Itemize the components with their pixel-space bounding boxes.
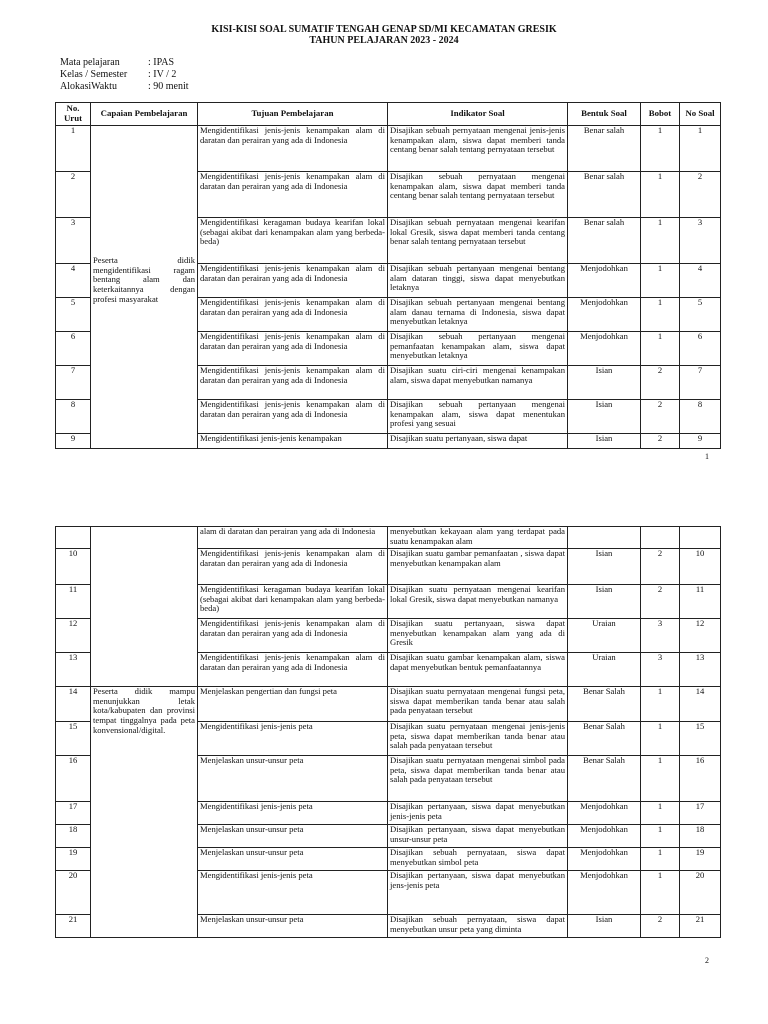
- bentuk-soal-cell: Isian: [568, 585, 641, 619]
- document-meta: [60, 57, 189, 93]
- indikator-soal-cell: Disajikan pertanyaan, siswa dapat menyebutkan jenis-jenis peta: [388, 802, 568, 825]
- tujuan-pembelajaran-cell: Mengidentifikasi jenis-jenis kenampakan alam di daratan dan perairan yang ada di Indonesia: [198, 126, 388, 172]
- bentuk-soal-cell: Benar salah: [568, 218, 641, 264]
- bobot-cell: 1: [641, 722, 680, 756]
- bentuk-soal-cell: Menjodohkan: [568, 871, 641, 915]
- row-number: 17: [56, 802, 91, 825]
- document-subtitle: TAHUN PELAJARAN 2023 - 2024: [309, 35, 459, 46]
- bobot-cell: 1: [641, 848, 680, 871]
- table-row: [56, 687, 721, 722]
- indikator-soal-cell: Disajikan pertanyaan, siswa dapat menyebutkan unsur-unsur peta: [388, 825, 568, 848]
- nomor-soal-cell: 10: [680, 549, 721, 585]
- indikator-soal-cell: Disajikan sebuah pertanyaan mengenai bentang alam danau ternama di Indonesia, siswa dapat menyebutkan letaknya: [388, 298, 568, 332]
- tujuan-pembelajaran-cell: Mengidentifikasi jenis-jenis kenampakan alam di daratan dan perairan yang ada di Indonesia: [198, 400, 388, 434]
- bentuk-soal-cell: Menjodohkan: [568, 298, 641, 332]
- kisi-kisi-table-page-2: [55, 526, 721, 938]
- tujuan-pembelajaran-cell: Mengidentifikasi jenis-jenis kenampakan alam di daratan dan perairan yang ada di Indonesia: [198, 332, 388, 366]
- bentuk-soal-cell: Isian: [568, 400, 641, 434]
- indikator-soal-cell: Disajikan suatu gambar kenampakan alam, siswa dapat menyebutkan bentuk pemanfaatannya: [388, 653, 568, 687]
- bobot-cell: 2: [641, 366, 680, 400]
- bobot-cell: 1: [641, 825, 680, 848]
- bentuk-soal-cell: Benar Salah: [568, 722, 641, 756]
- row-number: 18: [56, 825, 91, 848]
- bentuk-soal-cell: Isian: [568, 434, 641, 449]
- bobot-cell: 3: [641, 653, 680, 687]
- empty-cell: [568, 527, 641, 549]
- meta-row-class: [60, 69, 189, 81]
- indikator-soal-cell: Disajikan sebuah pernyataan, siswa dapat menyebutkan unsur peta yang diminta: [388, 915, 568, 938]
- row-number: 3: [56, 218, 91, 264]
- tujuan-pembelajaran-cell: Mengidentifikasi keragaman budaya kearifan lokal (sebagai akibat dari kenampakan alam yang berbeda-beda): [198, 585, 388, 619]
- indikator-soal-cell: Disajikan sebuah pernyataan mengenai kearifan lokal Gresik, siswa dapat memberi tanda centang benar salah tentang pernyataan tersebut: [388, 218, 568, 264]
- row-number: 20: [56, 871, 91, 915]
- row-number: 12: [56, 619, 91, 653]
- indikator-soal-cell: Disajikan suatu pernyataan mengenai kearifan lokal Gresik, siswa dapat menyebutkan namanya: [388, 585, 568, 619]
- indikator-soal-cell: Disajikan suatu pernyataan mengenai fungsi peta, siswa dapat memberikan tanda benar atau salah pada penyataan tersebut: [388, 687, 568, 722]
- tujuan-pembelajaran-cell: Menjelaskan pengertian dan fungsi peta: [198, 687, 388, 722]
- bentuk-soal-cell: Benar salah: [568, 126, 641, 172]
- indikator-soal-cell: menyebutkan kekayaan alam yang terdapat pada suatu kenampakan alam: [388, 527, 568, 549]
- bentuk-soal-cell: Benar Salah: [568, 756, 641, 802]
- meta-label: Mata pelajaran: [60, 57, 120, 68]
- bobot-cell: 1: [641, 802, 680, 825]
- nomor-soal-cell: 9: [680, 434, 721, 449]
- bentuk-soal-cell: Benar Salah: [568, 687, 641, 722]
- tujuan-pembelajaran-cell: Mengidentifikasi jenis-jenis kenampakan alam di daratan dan perairan yang ada di Indonesia: [198, 619, 388, 653]
- tujuan-pembelajaran-cell: Menjelaskan unsur-unsur peta: [198, 825, 388, 848]
- nomor-soal-cell: 8: [680, 400, 721, 434]
- nomor-soal-cell: 16: [680, 756, 721, 802]
- indikator-soal-cell: Disajikan suatu pertanyaan, siswa dapat menyebutkan kenampakan alam yang ada di Gresik: [388, 619, 568, 653]
- bentuk-soal-cell: Benar salah: [568, 172, 641, 218]
- tujuan-pembelajaran-cell: Mengidentifikasi jenis-jenis peta: [198, 871, 388, 915]
- empty-cell: [56, 527, 91, 549]
- bobot-cell: 3: [641, 619, 680, 653]
- tujuan-pembelajaran-cell: Mengidentifikasi jenis-jenis peta: [198, 802, 388, 825]
- row-number: 16: [56, 756, 91, 802]
- bobot-cell: 1: [641, 218, 680, 264]
- row-number: 2: [56, 172, 91, 218]
- column-header: No Soal: [680, 103, 721, 126]
- meta-row-subject: [60, 57, 189, 69]
- indikator-soal-cell: Disajikan suatu pertanyaan, siswa dapat: [388, 434, 568, 449]
- nomor-soal-cell: 5: [680, 298, 721, 332]
- table-row: [56, 126, 721, 172]
- tujuan-pembelajaran-cell: Mengidentifikasi jenis-jenis kenampakan alam di daratan dan perairan yang ada di Indonesia: [198, 653, 388, 687]
- page-number: 1: [705, 452, 709, 461]
- bentuk-soal-cell: Uraian: [568, 619, 641, 653]
- indikator-soal-cell: Disajikan suatu ciri-ciri mengenai kenampakan alam, siswa dapat menyebutkan namanya: [388, 366, 568, 400]
- indikator-soal-cell: Disajikan sebuah pertanyaan mengenai kenampakan alam, siswa dapat menentukan profesi yang sesuai: [388, 400, 568, 434]
- tujuan-pembelajaran-cell: Menjelaskan unsur-unsur peta: [198, 756, 388, 802]
- bobot-cell: 1: [641, 298, 680, 332]
- column-header: Indikator Soal: [388, 103, 568, 126]
- tujuan-pembelajaran-cell: Menjelaskan unsur-unsur peta: [198, 915, 388, 938]
- table-row-continued: [56, 527, 721, 549]
- tujuan-pembelajaran-cell: Mengidentifikasi jenis-jenis kenampakan alam di daratan dan perairan yang ada di Indonesia: [198, 172, 388, 218]
- empty-cell: [680, 527, 721, 549]
- tujuan-pembelajaran-cell: Mengidentifikasi jenis-jenis kenampakan: [198, 434, 388, 449]
- nomor-soal-cell: 1: [680, 126, 721, 172]
- row-number: 14: [56, 687, 91, 722]
- bobot-cell: 1: [641, 264, 680, 298]
- nomor-soal-cell: 14: [680, 687, 721, 722]
- row-number: 13: [56, 653, 91, 687]
- nomor-soal-cell: 18: [680, 825, 721, 848]
- meta-row-time: [60, 81, 189, 93]
- column-header: No. Urut: [56, 103, 91, 126]
- tujuan-pembelajaran-cell: alam di daratan dan perairan yang ada di Indonesia: [198, 527, 388, 549]
- tujuan-pembelajaran-cell: Mengidentifikasi jenis-jenis kenampakan alam di daratan dan perairan yang ada di Indonesia: [198, 298, 388, 332]
- row-number: 4: [56, 264, 91, 298]
- bentuk-soal-cell: Uraian: [568, 653, 641, 687]
- nomor-soal-cell: 7: [680, 366, 721, 400]
- column-header: Bobot: [641, 103, 680, 126]
- row-number: 19: [56, 848, 91, 871]
- indikator-soal-cell: Disajikan pertanyaan, siswa dapat menyebutkan jens-jenis peta: [388, 871, 568, 915]
- row-number: 11: [56, 585, 91, 619]
- indikator-soal-cell: Disajikan sebuah pernyataan mengenai kenampakan alam, siswa dapat memberi tanda centang benar salah tentang pernyataan tersebut: [388, 172, 568, 218]
- indikator-soal-cell: Disajikan sebuah pernyataan mengenai jenis-jenis kenampakan alam, siswa dapat memberi tanda centang benar salah tentang pernyataan tersebut: [388, 126, 568, 172]
- row-number: 1: [56, 126, 91, 172]
- row-number: 15: [56, 722, 91, 756]
- bobot-cell: 2: [641, 915, 680, 938]
- bentuk-soal-cell: Menjodohkan: [568, 802, 641, 825]
- bobot-cell: 1: [641, 687, 680, 722]
- column-header: Capaian Pembelajaran: [91, 103, 198, 126]
- bobot-cell: 2: [641, 434, 680, 449]
- tujuan-pembelajaran-cell: Menjelaskan unsur-unsur peta: [198, 848, 388, 871]
- bentuk-soal-cell: Menjodohkan: [568, 332, 641, 366]
- bobot-cell: 1: [641, 332, 680, 366]
- bentuk-soal-cell: Menjodohkan: [568, 848, 641, 871]
- nomor-soal-cell: 2: [680, 172, 721, 218]
- row-number: 6: [56, 332, 91, 366]
- bentuk-soal-cell: Isian: [568, 549, 641, 585]
- nomor-soal-cell: 6: [680, 332, 721, 366]
- meta-value: : IV / 2: [148, 69, 177, 80]
- nomor-soal-cell: 19: [680, 848, 721, 871]
- nomor-soal-cell: 11: [680, 585, 721, 619]
- tujuan-pembelajaran-cell: Mengidentifikasi jenis-jenis kenampakan alam di daratan dan perairan yang ada di Indonesia: [198, 366, 388, 400]
- nomor-soal-cell: 13: [680, 653, 721, 687]
- nomor-soal-cell: 17: [680, 802, 721, 825]
- kisi-kisi-table-page-1: [55, 102, 721, 449]
- bobot-cell: 1: [641, 126, 680, 172]
- tujuan-pembelajaran-cell: Mengidentifikasi jenis-jenis kenampakan alam di daratan dan perairan yang ada di Indonesia: [198, 264, 388, 298]
- tujuan-pembelajaran-cell: Mengidentifikasi jenis-jenis kenampakan alam di daratan dan perairan yang ada di Indonesia: [198, 549, 388, 585]
- capaian-pembelajaran-cell: Peserta didik mampu menunjukkan letak kota/kabupaten dan provinsi tempat tinggalnya pada peta konvensional/digital.: [91, 687, 198, 938]
- empty-cell: [641, 527, 680, 549]
- row-number: 7: [56, 366, 91, 400]
- nomor-soal-cell: 12: [680, 619, 721, 653]
- row-number: 5: [56, 298, 91, 332]
- bentuk-soal-cell: Menjodohkan: [568, 264, 641, 298]
- row-number: 8: [56, 400, 91, 434]
- indikator-soal-cell: Disajikan suatu gambar pemanfaatan , siswa dapat menyebutkan kenampakan alam: [388, 549, 568, 585]
- nomor-soal-cell: 3: [680, 218, 721, 264]
- nomor-soal-cell: 21: [680, 915, 721, 938]
- bobot-cell: 2: [641, 400, 680, 434]
- column-header: Bentuk Soal: [568, 103, 641, 126]
- indikator-soal-cell: Disajikan sebuah pertanyaan mengenai pemanfaatan kenampakan alam, siswa dapat menyebutkan letaknya: [388, 332, 568, 366]
- page-number: 2: [705, 956, 709, 965]
- bentuk-soal-cell: Menjodohkan: [568, 825, 641, 848]
- nomor-soal-cell: 15: [680, 722, 721, 756]
- bobot-cell: 2: [641, 549, 680, 585]
- meta-value: : IPAS: [148, 57, 175, 68]
- tujuan-pembelajaran-cell: Mengidentifikasi jenis-jenis peta: [198, 722, 388, 756]
- capaian-pembelajaran-cell: Peserta didik mengidentifikasi ragam bentang alam dan keterkaitannya dengan profesi masyarakat: [91, 126, 198, 449]
- tujuan-pembelajaran-cell: Mengidentifikasi keragaman budaya kearifan lokal (sebagai akibat dari kenampakan alam yang berbeda-beda): [198, 218, 388, 264]
- bobot-cell: 1: [641, 871, 680, 915]
- row-number: 9: [56, 434, 91, 449]
- meta-label: AlokasiWaktu: [60, 81, 117, 92]
- bobot-cell: 1: [641, 756, 680, 802]
- empty-cell: [91, 527, 198, 687]
- indikator-soal-cell: Disajikan sebuah pernyataan, siswa dapat menyebutkan simbol peta: [388, 848, 568, 871]
- indikator-soal-cell: Disajikan sebuah pertanyaan mengenai bentang alam dataran tinggi, siswa dapat menyebutkan letaknya: [388, 264, 568, 298]
- bobot-cell: 1: [641, 172, 680, 218]
- document-title: KISI-KISI SOAL SUMATIF TENGAH GENAP SD/MI KECAMATAN GRESIK: [211, 24, 557, 35]
- indikator-soal-cell: Disajikan suatu pernyataan mengenai simbol pada peta, siswa dapat memberikan tanda benar atau salah pada penyataan tersebut: [388, 756, 568, 802]
- row-number: 10: [56, 549, 91, 585]
- nomor-soal-cell: 4: [680, 264, 721, 298]
- meta-label: Kelas / Semester: [60, 69, 128, 80]
- bobot-cell: 2: [641, 585, 680, 619]
- bentuk-soal-cell: Isian: [568, 366, 641, 400]
- bentuk-soal-cell: Isian: [568, 915, 641, 938]
- indikator-soal-cell: Disajikan suatu pernyataan mengenai jenis-jenis peta, siswa dapat memberikan tanda benar atau salah pada penyataan tersebut: [388, 722, 568, 756]
- nomor-soal-cell: 20: [680, 871, 721, 915]
- row-number: 21: [56, 915, 91, 938]
- column-header: Tujuan Pembelajaran: [198, 103, 388, 126]
- meta-value: : 90 menit: [148, 81, 189, 92]
